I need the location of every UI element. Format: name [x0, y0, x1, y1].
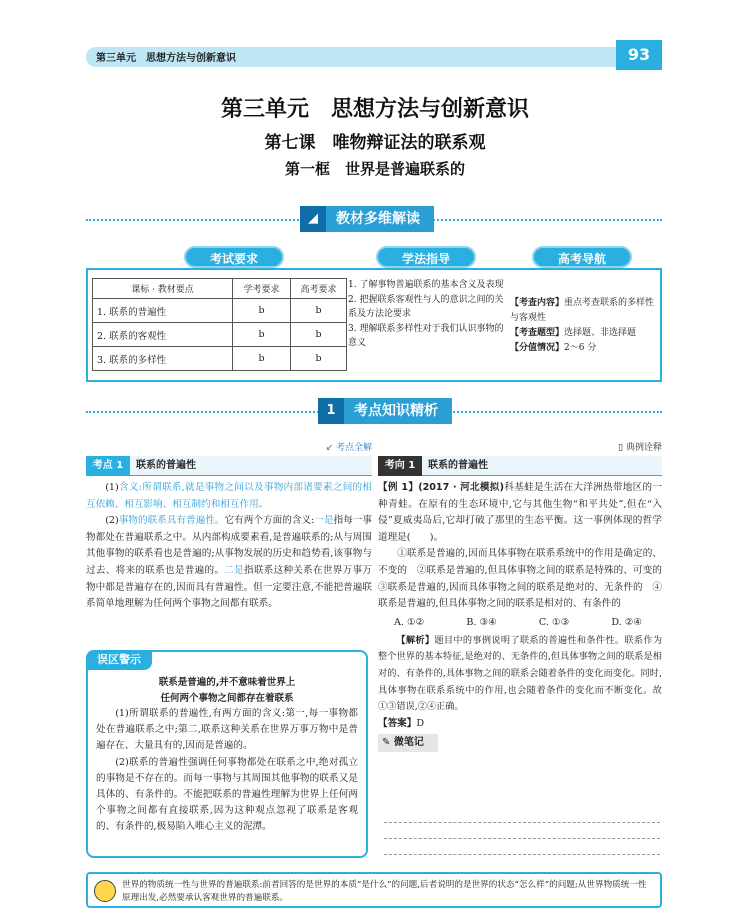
list-item: 2. 把握联系客观性与人的意识之间的关系及方法论要求: [348, 294, 504, 319]
guide-type-text: 选择题、非选择题: [564, 328, 637, 338]
lesson-title: 第七课 唯物辩证法的联系观: [264, 133, 486, 153]
choice-c: C. ①③: [538, 616, 570, 628]
guide-type-label: 【考查题型】: [510, 328, 565, 338]
misconception-warning-box: [86, 650, 368, 858]
definition-paragraph: [86, 480, 372, 513]
table-header: 学考要求: [233, 279, 291, 299]
example-label: 【例 1】(2017 · 河北模拟): [378, 482, 505, 493]
paragraph-text: 指联系这种关系在世界万事万物中都是普遍存在的,因而具有普遍性。但一定要注意,不能把普遍联系简单地理解为任何两个事物之间都有联系。: [86, 564, 373, 610]
table-cell: b: [291, 299, 347, 323]
analysis-label: 【解析】: [396, 634, 435, 646]
choice-a: A. ①②: [394, 616, 425, 628]
warning-tag: 误区警示: [86, 650, 152, 670]
micro-notes-label: [378, 734, 438, 752]
list-item: 3. 理解联系多样性对于我们认识事物的意义: [348, 323, 504, 348]
knowledge-tagline: ↙ 考点全解: [325, 443, 372, 453]
table-row: [93, 347, 347, 371]
table-header: 高考要求: [291, 279, 347, 299]
knowledge-point-tag: 考点 1: [86, 456, 130, 476]
warning-body: [96, 706, 358, 836]
table-cell: b: [291, 323, 347, 347]
requirement-panel: [86, 268, 662, 382]
unit-title: 第三单元 思想方法与创新意识: [220, 97, 529, 122]
header-unit-label: 第三单元 思想方法与创新意识: [96, 53, 236, 64]
paragraph-number: (1): [105, 482, 119, 493]
choice-b: B. ③④: [466, 616, 497, 628]
requirement-table: [92, 278, 347, 371]
section-banner-knowledge: [318, 398, 452, 424]
triangle-icon: ◢: [300, 206, 326, 232]
definition-highlight: 含义:所谓联系,就是事物之间以及事物内部诸要素之间的相互依赖、相互影响、相互制约和相互作用。: [86, 482, 372, 510]
table-cell: b: [291, 347, 347, 371]
note-line: [384, 838, 660, 839]
answer-label: 【答案】: [378, 717, 417, 729]
study-method-list: [348, 278, 504, 351]
universality-highlight: 事物的联系具有普遍性。: [118, 515, 225, 527]
section-banner-label: 教材多维解读: [336, 211, 420, 227]
list-item: 1. 了解事物普遍联系的基本含义及表现: [348, 280, 504, 290]
guide-score-label: 【分值情况】: [510, 343, 565, 353]
example-column: [378, 440, 672, 752]
example-tag: 考向 1: [378, 456, 422, 476]
answer-choices: [378, 613, 662, 633]
page-number: 93: [616, 40, 662, 70]
knowledge-point-title: 联系的普遍性: [136, 460, 196, 471]
table-cell: b: [233, 299, 291, 323]
table-cell: b: [233, 347, 291, 371]
page-header: [86, 40, 662, 70]
micro-notes-text: 微笔记: [393, 737, 424, 749]
answer-value: D: [416, 717, 425, 729]
example-tagline: ▯ 典例诠释: [618, 443, 662, 453]
warning-heading-line1: 联系是普遍的,并不意味着世界上: [158, 677, 296, 688]
universality-paragraph: [86, 513, 372, 613]
knowledge-point-header: [86, 456, 372, 476]
paragraph-number: (2): [105, 515, 119, 527]
table-header: 课标 · 教材要点: [93, 279, 233, 299]
choice-d: D. ②④: [611, 616, 642, 628]
footnote-text: 世界的物质统一性与世界的普遍联系:前者回答的是世界的本质“是什么”的问题,后者说明的是世界的状态“怎么样”的问题;从世界物质统一性原理出发,必然要承认客观世界的普遍联系。: [122, 880, 647, 903]
knowledge-column: [86, 440, 372, 613]
first-point-highlight: 一是: [314, 515, 334, 527]
analysis-paragraph: [378, 633, 662, 716]
table-row: [93, 323, 347, 347]
mascot-icon: [94, 880, 116, 902]
example-options: ①联系是普遍的,因而具体事物在联系系统中的作用是确定的、不变的 ②联系是普遍的,但具体事物之间的联系是特殊的、可变的 ③联系是普遍的,因而具体事物之间的联系是绝对的、无条件的 ④联系是普遍的,但具体事物之间的联系是相对的、有条件的: [378, 548, 672, 610]
example-title: 联系的普遍性: [428, 460, 488, 471]
frame-title: 第一框 世界是普遍联系的: [284, 160, 465, 178]
section-banner-label: 考点知识精析: [354, 403, 438, 419]
guide-content-text: 重点考查联系的多样性与客观性: [510, 298, 655, 323]
note-line: [384, 854, 660, 855]
warning-paragraph: (2)联系的普遍性强调任何事物都处在联系之中,绝对孤立的事物是不存在的。而每一事物与其周围其他事物的联系又是具体的、有条件的。不能把联系的普遍性理解为世界上任何两个事物之间都有直接联系,因为这种观点忽视了联系是客观的、有条件的,极易陷入唯心主义的泥潭。: [96, 756, 358, 833]
table-header-row: [93, 279, 347, 299]
example-question: [378, 480, 662, 546]
warning-heading-line2: 任何两个事物之间都存在着联系: [160, 693, 294, 704]
paragraph-text: 它有两个方面的含义:: [224, 515, 315, 527]
guide-score-text: 2～6 分: [564, 343, 597, 353]
paragraph-text: 指每一事物都处在普遍联系之中。从内部构成要素看,是普遍联系的;从与周围其他事物的联系看也是普遍的;从事物发展的历史和趋势看,该事物与过去、将来的联系也是普遍的。: [86, 515, 373, 576]
example-text: 科基蛙是生活在大洋洲热带地区的一种青蛙。在原有的生态环境中,它与其他生物“和平共处”,但在“入侵”夏威夷岛后,它却打破了那里的生态平衡。这一事例体现的哲学道理是( )。: [378, 482, 663, 543]
table-cell: 1. 联系的普遍性: [93, 299, 233, 323]
warning-paragraph: (1)所谓联系的普遍性,有两方面的含义:第一,每一事物都处在普遍联系之中;第二,联系这种关系在世界万事万物中是普遍存在、大量具有的,因而是普遍的。: [96, 708, 358, 752]
table-row: [93, 299, 347, 323]
table-cell: 3. 联系的多样性: [93, 347, 233, 371]
answer-line: [378, 716, 662, 733]
table-cell: 2. 联系的客观性: [93, 323, 233, 347]
requirement-pills: [86, 246, 662, 270]
table-cell: b: [233, 323, 291, 347]
exam-guide: [510, 296, 658, 356]
section-banner-textbook: [300, 206, 434, 232]
second-point-highlight: 二是: [224, 564, 244, 576]
example-header: [378, 456, 662, 476]
pill-study-method: 学法指导: [376, 246, 476, 268]
analysis-text: 题目中的事例说明了联系的普遍性和条件性。联系作为整个世界的基本特征,是绝对的、无条件的,但具体事物之间的联系是相对的、有条件的,具体事物之间的联系会随着条件的变化而变化。同时,具体事物在联系系统中的作用,也会随着条件的变化而不断变化。故①③错误,②④正确。: [378, 634, 663, 713]
section-number: 1: [318, 398, 344, 424]
footnote-box: [86, 872, 662, 908]
guide-content-label: 【考查内容】: [510, 298, 565, 308]
pill-exam-requirements: 考试要求: [184, 246, 284, 268]
pencil-icon: ✎: [382, 737, 391, 749]
pill-exam-guide: 高考导航: [532, 246, 632, 268]
note-line: [384, 822, 660, 823]
